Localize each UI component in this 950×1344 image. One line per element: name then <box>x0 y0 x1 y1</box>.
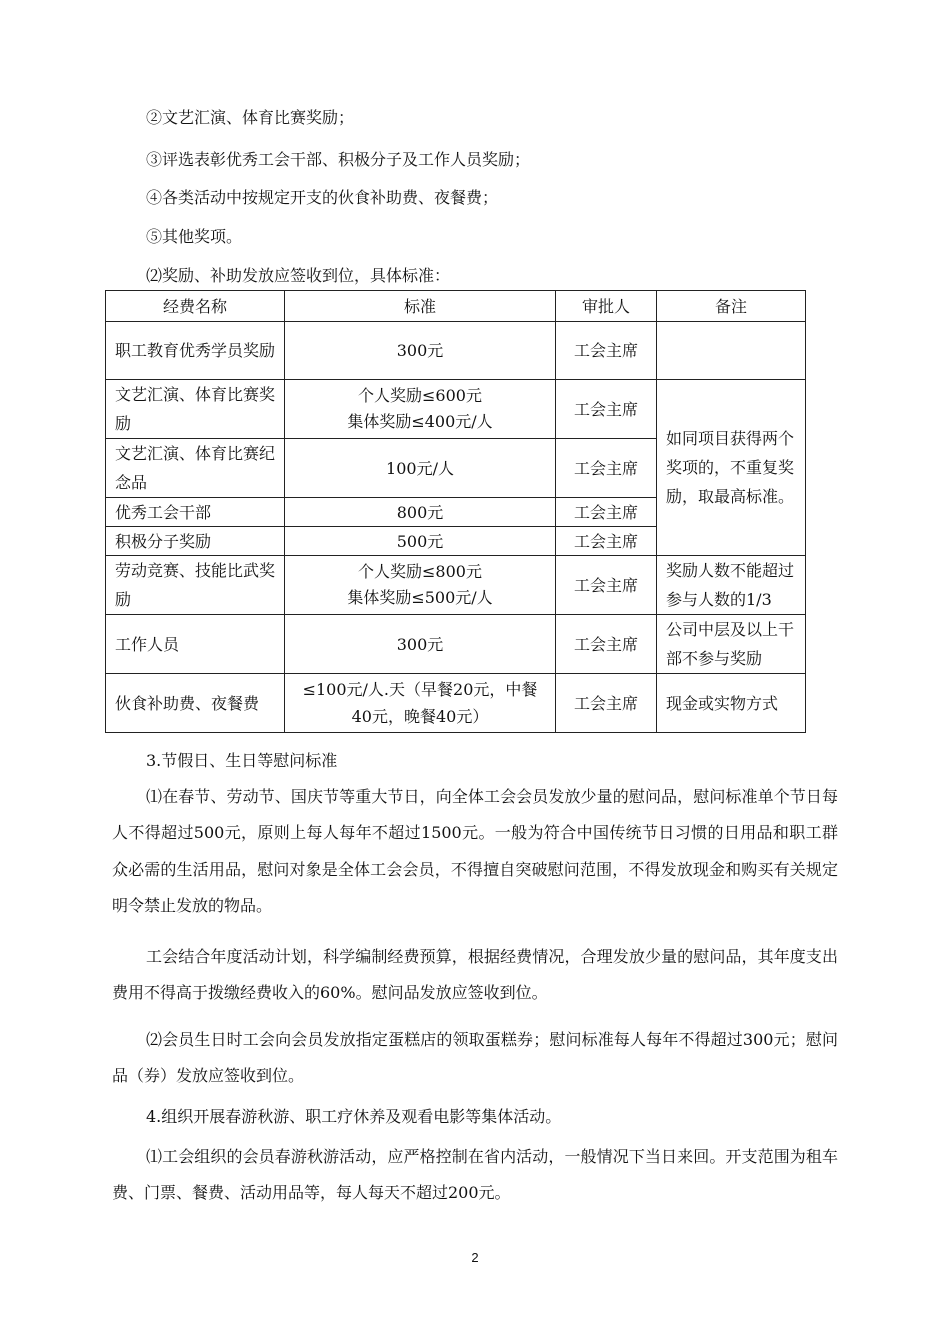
paragraph: 工会结合年度活动计划，科学编制经费预算，根据经费情况，合理发放少量的慰问品，其年度支出费用不得高于拨缴经费收入的60%。慰问品发放应签收到位。 <box>112 947 838 1003</box>
table-header-row <box>106 291 806 322</box>
fee-name-cell: 文艺汇演、体育比赛奖励 <box>106 380 285 439</box>
approver-cell: 工会主席 <box>556 527 657 556</box>
note-cell: 公司中层及以上干部不参与奖励 <box>657 615 806 674</box>
table-row <box>106 556 806 615</box>
approver-cell: 工会主席 <box>556 322 657 380</box>
fee-name-cell: 文艺汇演、体育比赛纪念品 <box>106 439 285 498</box>
merged-note-cell: 如同项目获得两个奖项的，不重复奖励，取最高标准。 <box>657 380 806 556</box>
note-cell: 现金或实物方式 <box>657 674 806 733</box>
fee-name-cell: 职工教育优秀学员奖励 <box>106 322 285 380</box>
header-note: 备注 <box>657 291 806 322</box>
header-standard: 标准 <box>285 291 556 322</box>
standard-cell: ≤100元/人.天（早餐20元，中餐40元，晚餐40元） <box>285 674 556 733</box>
list-item: ②文艺汇演、体育比赛奖励； <box>146 108 355 127</box>
standard-cell: 300元 <box>285 615 556 674</box>
standard-cell: 个人奖励≤800元 集体奖励≤500元/人 <box>285 556 556 615</box>
list-item: ④各类活动中按规定开支的伙食补助费、夜餐费； <box>146 188 499 207</box>
header-approver: 审批人 <box>556 291 657 322</box>
fee-name-cell: 优秀工会干部 <box>106 498 285 527</box>
table-row <box>106 674 806 733</box>
fee-name-cell: 劳动竞赛、技能比武奖励 <box>106 556 285 615</box>
table-row <box>106 322 806 380</box>
section-heading: 4.组织开展春游秋游、职工疗休养及观看电影等集体活动。 <box>146 1107 562 1126</box>
fee-name-cell: 积极分子奖励 <box>106 527 285 556</box>
list-item: ⑤其他奖项。 <box>146 227 243 246</box>
list-item: ③评选表彰优秀工会干部、积极分子及工作人员奖励； <box>146 150 531 169</box>
paragraph: ⑴工会组织的会员春游秋游活动，应严格控制在省内活动，一般情况下当日来回。开支范围为租车费、门票、餐费、活动用品等，每人每天不超过200元。 <box>112 1147 838 1203</box>
approver-cell: 工会主席 <box>556 380 657 439</box>
approver-cell: 工会主席 <box>556 498 657 527</box>
table-row <box>106 380 806 439</box>
note-cell: 奖励人数不能超过参与人数的1/3 <box>657 556 806 615</box>
approver-cell: 工会主席 <box>556 615 657 674</box>
standard-cell: 100元/人 <box>285 439 556 498</box>
paragraph: ⑴在春节、劳动节、国庆节等重大节日，向全体工会会员发放少量的慰问品，慰问标准单个节日每人不得超过500元，原则上每人每年不超过1500元。一般为符合中国传统节日习惯的日用品和职工群众必需的生活用品，慰问对象是全体工会会员，不得擅自突破慰问范围，不得发放现金和购买有关规定明令禁止发放的物品。 <box>112 787 838 915</box>
approver-cell: 工会主席 <box>556 556 657 615</box>
approver-cell: 工会主席 <box>556 674 657 733</box>
section-heading: 3.节假日、生日等慰问标准 <box>146 751 338 770</box>
standard-cell: 500元 <box>285 527 556 556</box>
standard-cell: 300元 <box>285 322 556 380</box>
fee-name-cell: 伙食补助费、夜餐费 <box>106 674 285 733</box>
paragraph: ⑵会员生日时工会向会员发放指定蛋糕店的领取蛋糕券；慰问标准每人每年不得超过300元；慰问品（券）发放应签收到位。 <box>112 1030 838 1086</box>
table-caption: ⑵奖励、补助发放应签收到位，具体标准： <box>146 266 451 285</box>
standard-cell: 个人奖励≤600元 集体奖励≤400元/人 <box>285 380 556 439</box>
table-row <box>106 615 806 674</box>
fee-standards-table <box>105 290 806 733</box>
approver-cell: 工会主席 <box>556 439 657 498</box>
fee-name-cell: 工作人员 <box>106 615 285 674</box>
standard-cell: 800元 <box>285 498 556 527</box>
page-number: 2 <box>471 1250 479 1265</box>
header-fee-name: 经费名称 <box>106 291 285 322</box>
note-cell <box>657 322 806 380</box>
